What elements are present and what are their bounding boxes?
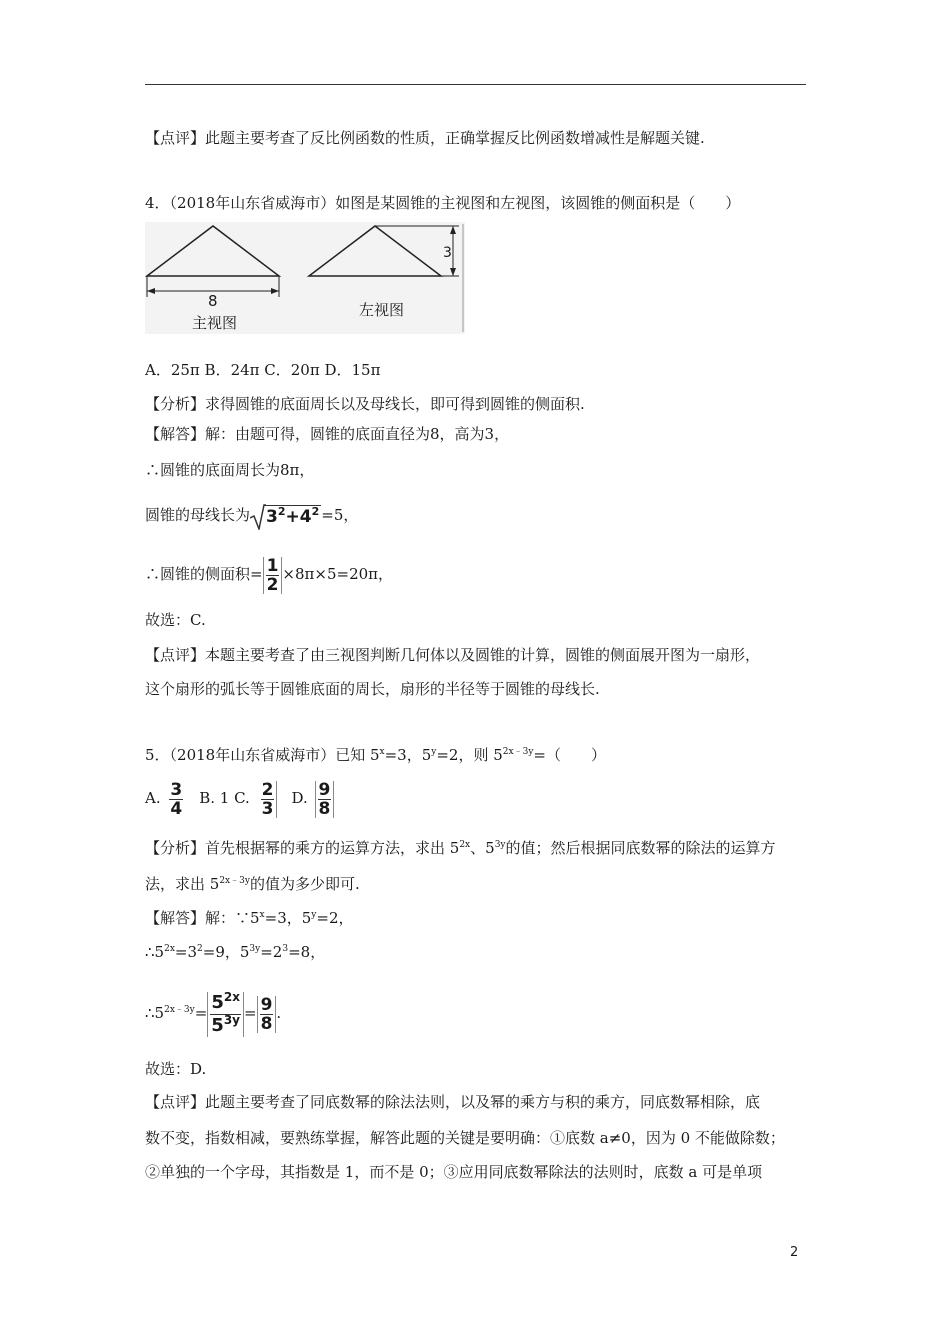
- fraction-one-half: [263, 557, 283, 594]
- exponent: 3y: [223, 1012, 240, 1027]
- q4-choice: 故选：C.: [145, 611, 206, 629]
- exponent: 3: [282, 944, 289, 954]
- front-dim-label: 8: [208, 292, 218, 310]
- exponent: 2x: [459, 840, 471, 850]
- fraction-numerator: 3: [170, 779, 183, 800]
- q5-solution-text: =8，: [288, 943, 326, 961]
- q4-stem: 4．（2018年山东省威海市）如图是某圆锥的主视图和左视图，该圆锥的侧面积是（ ）: [145, 194, 741, 212]
- exponent: y: [311, 910, 317, 920]
- q5-comment-line-1: 【点评】此题主要考查了同底数幂的除法法则，以及幂的乘方与积的乘方，同底数幂相除，底: [145, 1093, 761, 1111]
- fraction-denominator: 4: [170, 798, 183, 819]
- fraction-numerator: 9: [318, 779, 331, 800]
- radicand-a-exponent: 2: [277, 505, 286, 518]
- slant-height-label: 圆锥的母线长为: [145, 506, 251, 524]
- q5-stem-text: =（ ）: [533, 746, 606, 764]
- side-view-caption: 左视图: [359, 301, 405, 319]
- exponent: 2x: [223, 989, 240, 1004]
- q5-solution-line-3: [145, 988, 281, 1038]
- page-number: 2: [790, 1245, 799, 1260]
- fraction-denominator: 8: [260, 1013, 273, 1034]
- q5-solution-text: =2: [260, 943, 283, 961]
- q5-analysis-text: 法，求出 5: [145, 875, 220, 893]
- option-bc-label: B. 1 C.: [199, 789, 250, 807]
- q4-comment-line-2: 这个扇形的弧长等于圆锥底面的周长，扇形的半径等于圆锥的母线长.: [145, 680, 600, 698]
- exponent: 2x﹣3y: [502, 747, 534, 757]
- option-d-fraction: [315, 781, 335, 818]
- q5-stem: [145, 745, 606, 765]
- exponent: 3y: [249, 944, 261, 954]
- option-d-label: D.: [291, 789, 308, 807]
- lateral-area-result: ×8π×5=20π，: [282, 565, 394, 583]
- q5-solution-text: =9，5: [202, 943, 250, 961]
- result-fraction: [257, 996, 277, 1033]
- q5-solution-text: =2，: [316, 909, 354, 927]
- q4-solution-line-3: [145, 500, 358, 530]
- exponent: y: [431, 747, 437, 757]
- q5-solution-line-2: [145, 942, 325, 962]
- radicand-plus: +: [285, 507, 300, 527]
- fraction-denominator: 8: [318, 798, 331, 819]
- q4-options: A．25π B．24π C．20π D．15π: [145, 361, 381, 379]
- top-comment: 【点评】此题主要考查了反比例函数的性质，正确掌握反比例函数增减性是解题关键.: [145, 129, 705, 147]
- power-fraction: [207, 989, 244, 1037]
- q5-solution-text: =3: [174, 943, 198, 961]
- q5-stem-text: =3，5: [384, 746, 432, 764]
- q5-choice: 故选：D.: [145, 1060, 207, 1078]
- exponent: 2: [197, 944, 203, 954]
- q5-solution-line-1: [145, 908, 354, 928]
- q5-analysis-text: 、5: [470, 839, 495, 857]
- q5-solution-text: ∴5: [145, 1004, 165, 1022]
- q4-analysis: 【分析】求得圆锥的底面周长以及母线长，即可得到圆锥的侧面积.: [145, 395, 585, 413]
- base: 5: [211, 1014, 224, 1036]
- q4-comment-line-1: 【点评】本题主要考查了由三视图判断几何体以及圆锥的计算，圆锥的侧面展开图为一扇形，: [145, 646, 761, 664]
- period: .: [276, 1004, 282, 1022]
- exponent: x: [259, 910, 265, 920]
- fraction-numerator: 2: [261, 779, 274, 800]
- option-c-fraction: [259, 781, 278, 818]
- exponent: 2x: [164, 944, 175, 954]
- base: 5: [211, 991, 224, 1013]
- fraction-numerator: 1: [266, 555, 279, 576]
- radicand-b-exponent: 2: [311, 505, 320, 518]
- front-view-caption: 主视图: [192, 314, 238, 332]
- side-dim-label: 3: [443, 245, 452, 261]
- fraction-denominator: [210, 1012, 241, 1037]
- option-a-fraction: [167, 781, 185, 818]
- q4-solution-line-2: ∴圆锥的底面周长为8π，: [145, 461, 315, 479]
- exponent: 2x﹣3y: [164, 1005, 195, 1015]
- option-a-label: A.: [145, 789, 161, 807]
- q5-options: [145, 778, 334, 818]
- radicand-b: 4: [299, 507, 312, 527]
- q5-solution-text: 【解答】解：∵5: [145, 909, 260, 927]
- q5-stem-text: =2，则 5: [436, 746, 503, 764]
- lateral-area-label: ∴圆锥的侧面积=: [145, 565, 263, 583]
- exponent: 2x﹣3y: [219, 876, 250, 886]
- exponent: x: [379, 747, 385, 757]
- q5-analysis-line-2: [145, 874, 360, 894]
- q5-comment-line-2: 数不变，指数相减，要熟练掌握，解答此题的关键是要明确：①底数 a≠0，因为 0 不能做除数；: [145, 1129, 785, 1147]
- q5-analysis-text: 的值为多少即可.: [249, 875, 360, 893]
- q5-analysis-text: 的值；然后根据同底数幂的除法的运算方: [505, 839, 776, 857]
- q5-stem-text: 5．（2018年山东省威海市）已知 5: [145, 746, 380, 764]
- header-rule: [145, 84, 806, 85]
- q4-solution-line-1: 【解答】解：由题可得，圆锥的底面直径为8，高为3，: [145, 425, 510, 443]
- q5-solution-text: ∴5: [145, 943, 165, 961]
- sqrt-expression: [250, 502, 321, 530]
- fraction-numerator: [210, 989, 241, 1015]
- q5-analysis-line-1: [145, 838, 776, 858]
- equals-sign: =: [194, 1004, 208, 1022]
- q5-analysis-text: 【分析】首先根据幂的乘方的运算方法，求出 5: [145, 839, 460, 857]
- q5-comment-line-3: ②单独的一个字母，其指数是 1，而不是 0；③应用同底数幂除法的法则时，底数 a 可是单项: [145, 1163, 763, 1181]
- q4-figure: [145, 222, 465, 334]
- radicand-a: 3: [266, 507, 278, 527]
- fraction-denominator: 3: [261, 798, 274, 819]
- slant-height-result: =5，: [321, 506, 359, 524]
- exponent: 3y: [494, 840, 506, 850]
- fraction-numerator: 9: [260, 994, 273, 1015]
- fraction-denominator: 2: [266, 574, 279, 595]
- q4-solution-line-4: [145, 554, 393, 594]
- q5-solution-text: =3，5: [264, 909, 312, 927]
- equals-sign: =: [244, 1004, 257, 1022]
